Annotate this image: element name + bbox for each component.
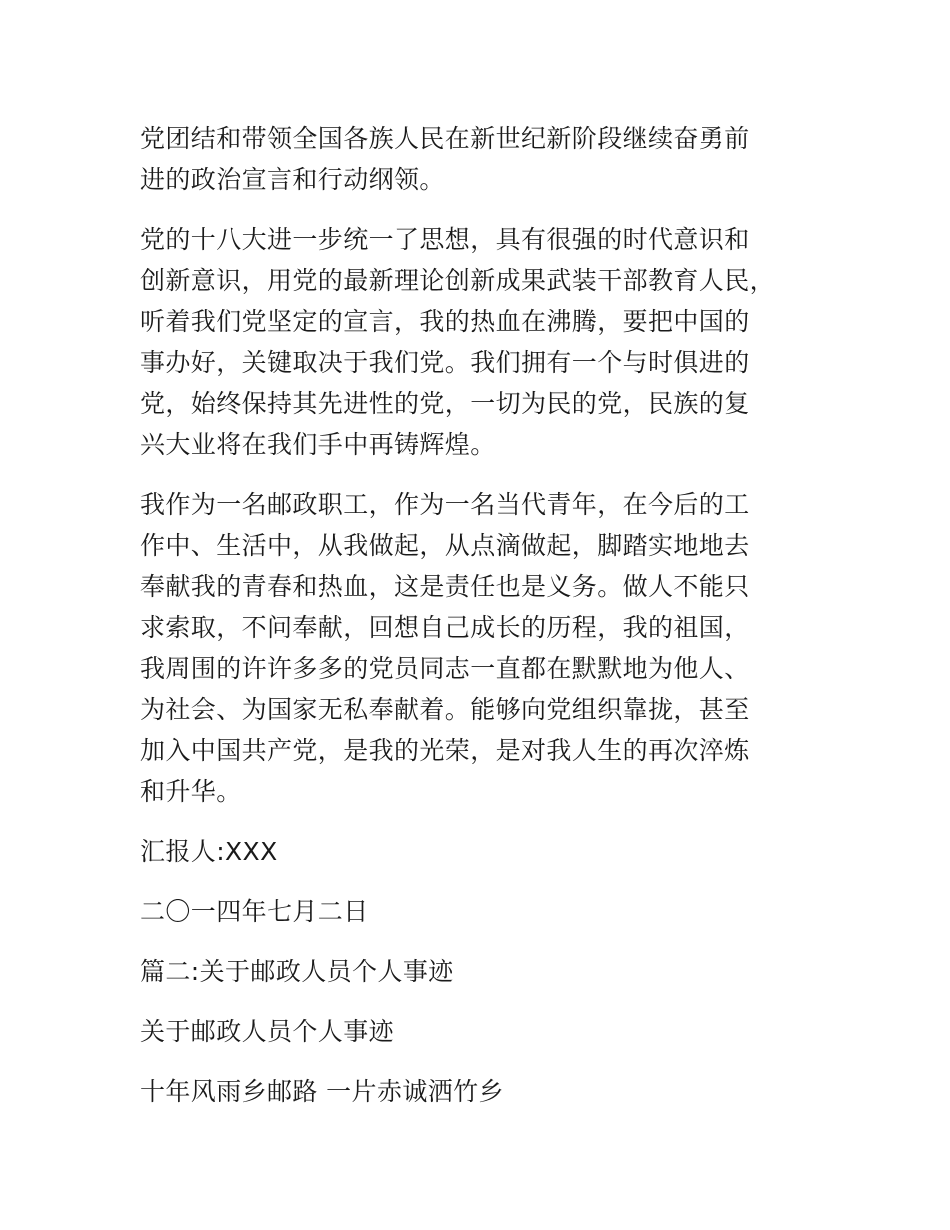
document-body <box>140 118 810 1131</box>
text-line: 我作为一名邮政职工，作为一名当代青年，在今后的工 <box>140 490 750 519</box>
section-heading: 篇二:关于邮政人员个人事迹 <box>140 957 454 986</box>
paragraph-3 <box>140 484 810 812</box>
text-line: 为社会、为国家无私奉献着。能够向党组织靠拢，甚至 <box>140 695 750 724</box>
text-line: 党团结和带领全国各族人民在新世纪新阶段继续奋勇前 <box>140 124 750 153</box>
article-subtitle: 十年风雨乡邮路 一片赤诚洒竹乡 <box>140 1077 504 1106</box>
text-line: 加入中国共产党，是我的光荣，是对我人生的再次淬炼 <box>140 736 750 765</box>
text-line: 和升华。 <box>140 777 242 806</box>
reporter-line: 汇报人:XXX <box>140 837 278 866</box>
text-line: 事办好，关键取决于我们党。我们拥有一个与时俱进的 <box>140 348 750 377</box>
text-line: 听着我们党坚定的宣言，我的热血在沸腾，要把中国的 <box>140 307 750 336</box>
text-line: 作中、生活中，从我做起，从点滴做起，脚踏实地地去 <box>140 531 750 560</box>
text-line: 创新意识，用党的最新理论创新成果武装干部教育人民， <box>140 266 776 295</box>
text-line: 我周围的许许多多的党员同志一直都在默默地为他人、 <box>140 654 750 683</box>
article-title: 关于邮政人员个人事迹 <box>140 1017 395 1046</box>
text-line: 党的十八大进一步统一了思想，具有很强的时代意识和 <box>140 225 750 254</box>
paragraph-2 <box>140 219 810 465</box>
text-line: 进的政治宣言和行动纲领。 <box>140 165 445 194</box>
report-date: 二〇一四年七月二日 <box>140 897 369 926</box>
text-line: 求索取，不问奉献，回想自己成长的历程，我的祖国， <box>140 613 750 642</box>
paragraph-1 <box>140 118 810 200</box>
text-line: 兴大业将在我们手中再铸辉煌。 <box>140 430 496 459</box>
text-line: 党，始终保持其先进性的党，一切为民的党，民族的复 <box>140 389 750 418</box>
text-line: 奉献我的青春和热血，这是责任也是义务。做人不能只 <box>140 572 750 601</box>
